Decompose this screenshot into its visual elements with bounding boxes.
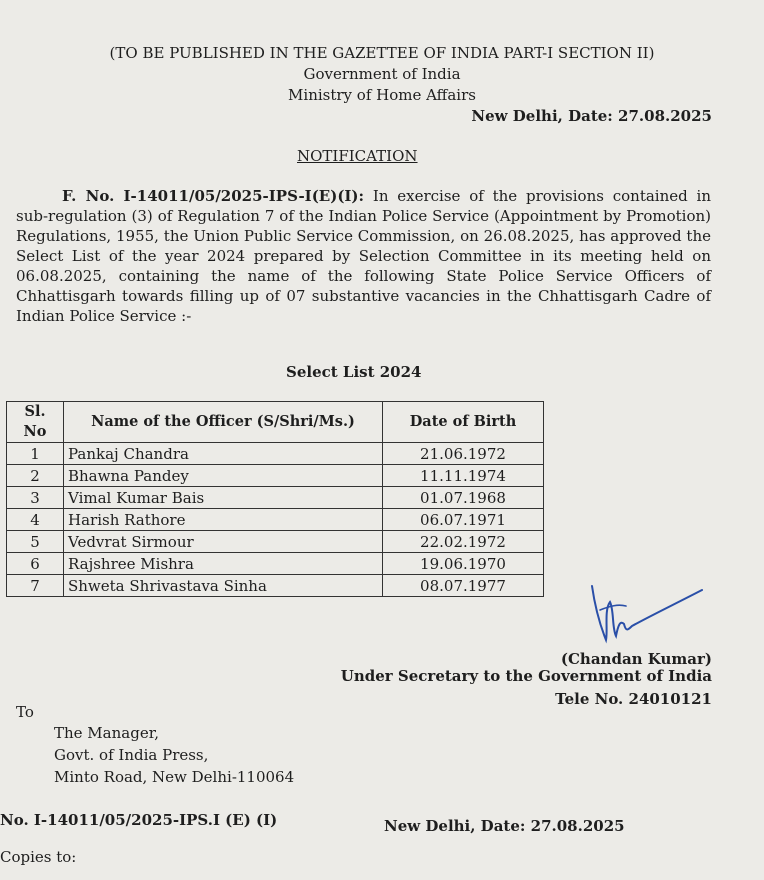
address-line: Minto Road, New Delhi-110064 (54, 768, 295, 786)
notification-text: In exercise of the provisions contained in sub-regulation (3) of Regulation 7 of the Indian Police Service (Appointment by Promotion) Regulations, 1955, the Union Public Service Commission, on 26.08.2025, has approved the Select List of the year 2024 prepared by Selection Committee in its meeting held on 06.08.2025, containing the name of the following State Police Service Officers of Chhattisgarh towards filling up of 07 substantive vacancies in the Chhattisgarh Cadre of Indian Police Service :- (16, 187, 711, 325)
row-dob: 19.06.1970 (383, 553, 544, 575)
footer-date: New Delhi, Date: 27.08.2025 (384, 817, 625, 835)
row-sl: 2 (7, 465, 64, 487)
copies-to-label: Copies to: (0, 848, 77, 866)
row-dob: 22.02.1972 (383, 531, 544, 553)
table-row (7, 531, 544, 553)
address-line: The Manager, (54, 724, 159, 742)
row-sl: 4 (7, 509, 64, 531)
table-row (7, 487, 544, 509)
row-name: Vimal Kumar Bais (64, 487, 383, 509)
col-officer-name: Name of the Officer (S/Shri/Ms.) (64, 402, 383, 443)
address-line: Govt. of India Press, (54, 746, 209, 764)
signatory-name: (Chandan Kumar) (560, 650, 712, 668)
col-sl-no: Sl. No (7, 402, 64, 443)
row-name: Vedvrat Sirmour (64, 531, 383, 553)
col-dob: Date of Birth (383, 402, 544, 443)
signatory-designation: Under Secretary to the Government of India (340, 667, 712, 685)
row-dob: 21.06.1972 (383, 443, 544, 465)
row-sl: 5 (7, 531, 64, 553)
row-sl: 3 (7, 487, 64, 509)
select-list-title: Select List 2024 (286, 363, 422, 381)
to-label: To (16, 703, 34, 721)
row-dob: 08.07.1977 (383, 575, 544, 597)
table-row (7, 509, 544, 531)
select-list-table (6, 401, 544, 597)
row-name: Bhawna Pandey (64, 465, 383, 487)
row-sl: 6 (7, 553, 64, 575)
row-dob: 01.07.1968 (383, 487, 544, 509)
row-dob: 11.11.1974 (383, 465, 544, 487)
signatory-tele: Tele No. 24010121 (555, 690, 712, 708)
govt-line: Government of India (303, 65, 461, 83)
ministry-line: Ministry of Home Affairs (288, 86, 476, 104)
row-name: Harish Rathore (64, 509, 383, 531)
table-row (7, 553, 544, 575)
row-name: Rajshree Mishra (64, 553, 383, 575)
row-name: Pankaj Chandra (64, 443, 383, 465)
table-row (7, 575, 544, 597)
table-row (7, 443, 544, 465)
file-reference: F. No. I-14011/05/2025-IPS-I(E)(I): (62, 187, 365, 205)
header-date: New Delhi, Date: 27.08.2025 (471, 107, 712, 125)
table-header-row (7, 402, 544, 443)
notification-paragraph (16, 186, 711, 326)
handwritten-signature (580, 580, 710, 650)
footer-reference: No. I-14011/05/2025-IPS.I (E) (I) (0, 811, 278, 829)
row-name: Shweta Shrivastava Sinha (64, 575, 383, 597)
gazette-line: (TO BE PUBLISHED IN THE GAZETTEE OF INDIA PART-I SECTION II) (109, 44, 655, 62)
row-sl: 1 (7, 443, 64, 465)
row-dob: 06.07.1971 (383, 509, 544, 531)
notification-title: NOTIFICATION (297, 147, 418, 165)
row-sl: 7 (7, 575, 64, 597)
table-row (7, 465, 544, 487)
